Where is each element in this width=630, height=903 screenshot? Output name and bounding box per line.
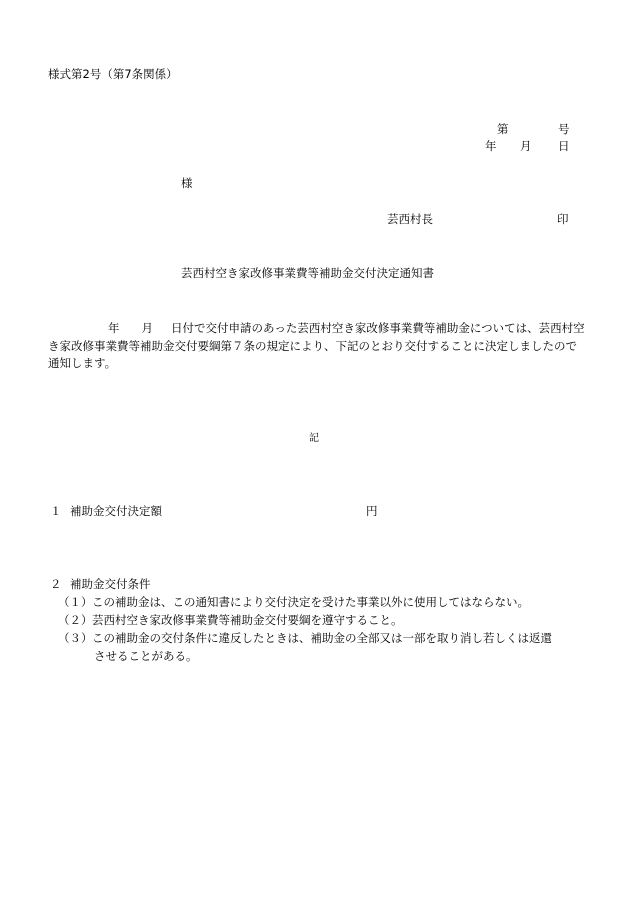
date-year: 年 xyxy=(485,139,497,153)
condition-item xyxy=(58,630,598,648)
section1-number: １ xyxy=(50,504,62,518)
ki-heading: 記 xyxy=(309,433,319,444)
body-text: 日付で交付申請のあった芸西村空き家改修事業費等補助金については、芸西村空き家改修事業費等補助金交付要綱第７条の規定により、下記のとおり交付することに決定しましたので通知します。 xyxy=(48,321,585,370)
body-month: 月 xyxy=(141,321,153,335)
condition-number: （１） xyxy=(58,595,93,609)
form-label: 様式第2号（第7条関係） xyxy=(48,67,178,81)
section2-number: ２ xyxy=(50,577,62,591)
addressee-suffix: 様 xyxy=(181,176,193,190)
body-year: 年 xyxy=(108,321,120,335)
number-dai: 第 xyxy=(497,122,509,136)
condition-number: （２） xyxy=(58,613,93,627)
section1-label: 補助金交付決定額 xyxy=(70,504,162,518)
sender-title: 芸西村長 xyxy=(387,212,433,226)
date-month: 月 xyxy=(520,139,532,153)
condition-text: この補助金の交付条件に違反したときは、補助金の全部又は一部を取り消し若しくは返還 xyxy=(92,631,552,645)
condition-item xyxy=(58,594,598,612)
document-title: 芸西村空き家改修事業費等補助金交付決定通知書 xyxy=(181,266,434,280)
number-gou: 号 xyxy=(558,122,570,136)
condition-text: 芸西村空き家改修事業費等補助金交付要綱を遵守すること。 xyxy=(92,613,403,627)
condition-number: （３） xyxy=(58,631,93,645)
condition-item xyxy=(58,612,598,630)
body-paragraph xyxy=(48,320,588,373)
seal-mark: 印 xyxy=(557,212,569,226)
section2-label: 補助金交付条件 xyxy=(70,577,151,591)
section1-unit: 円 xyxy=(366,504,378,518)
condition-continuation: させることがある。 xyxy=(94,649,198,663)
date-day: 日 xyxy=(558,139,570,153)
condition-text: この補助金は、この通知書により交付決定を受けた事業以外に使用してはならない。 xyxy=(92,595,529,609)
